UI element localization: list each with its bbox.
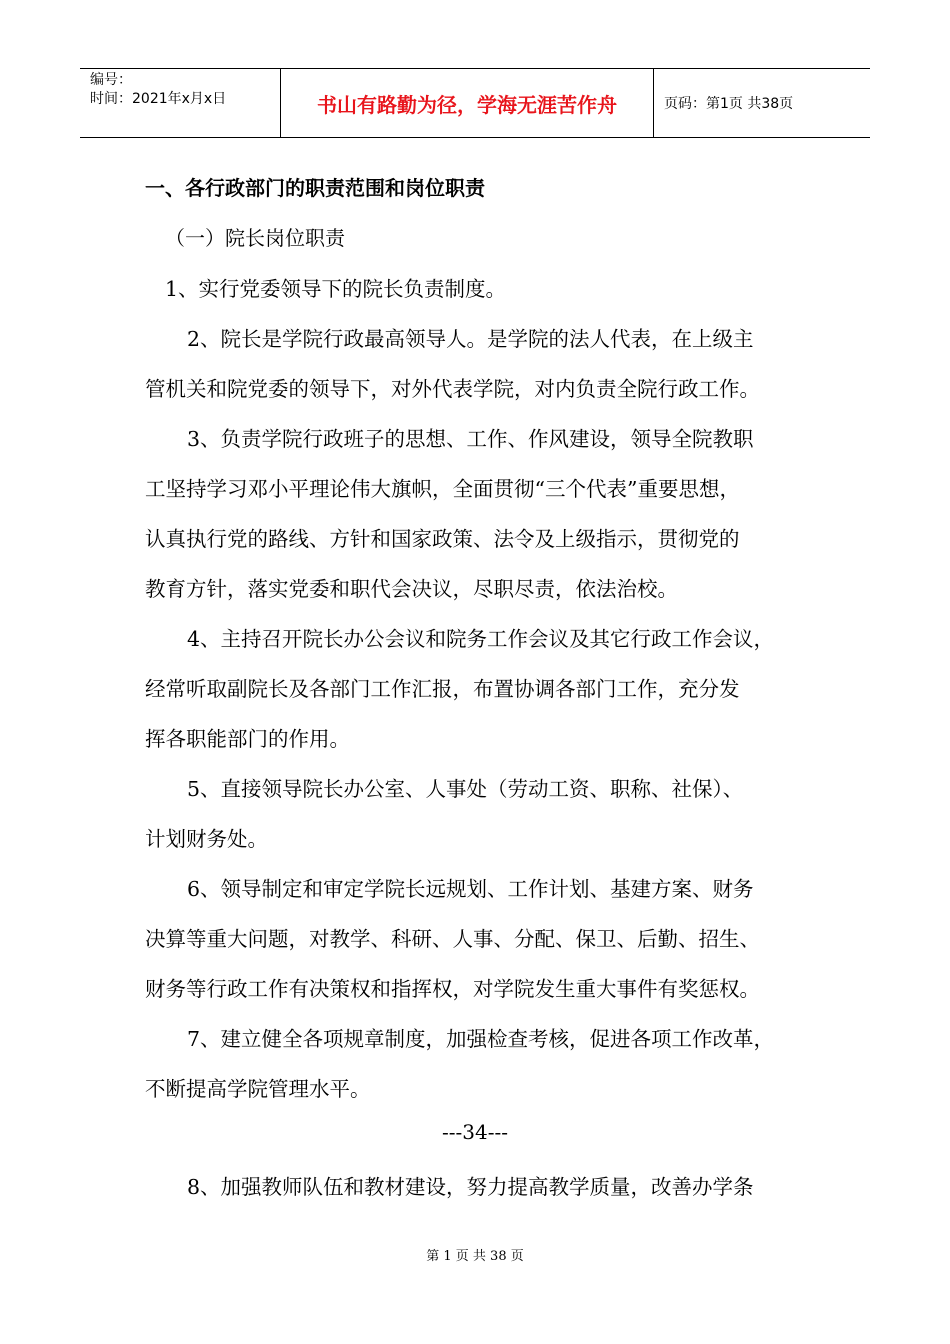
paragraph-line: 决算等重大问题，对教学、科研、人事、分配、保卫、后勤、招生、	[145, 927, 760, 951]
header-motto: 书山有路勤为径，学海无涯苦作舟	[281, 69, 654, 137]
paragraph-line: 7、建立健全各项规章制度，加强检查考核，促进各项工作改革，	[187, 1027, 775, 1051]
subsection-title: （一）院长岗位职责	[165, 226, 345, 250]
paragraph-line: 8、加强教师队伍和教材建设，努力提高教学质量，改善办学条	[187, 1175, 754, 1199]
number-label: 编号：	[90, 72, 132, 88]
document-header	[80, 68, 870, 138]
paragraph-line: 2、院长是学院行政最高领导人。是学院的法人代表，在上级主	[187, 327, 754, 351]
time-label: 时间：2021年x月x日	[90, 91, 227, 107]
paragraph-line: 工坚持学习邓小平理论伟大旗帜，全面贯彻“三个代表”重要思想，	[145, 477, 740, 501]
paragraph-line: 6、领导制定和审定学院长远规划、工作计划、基建方案、财务	[187, 877, 754, 901]
paragraph-line: 4、主持召开院长办公会议和院务工作会议及其它行政工作会议，	[187, 627, 775, 651]
paragraph-line: 管机关和院党委的领导下，对外代表学院，对内负责全院行政工作。	[145, 377, 760, 401]
inner-page-marker: ---34---	[442, 1120, 508, 1144]
paragraph-line: 教育方针，落实党委和职代会决议，尽职尽责，依法治校。	[145, 577, 678, 601]
paragraph-line: 3、负责学院行政班子的思想、工作、作风建设，领导全院教职	[187, 427, 754, 451]
header-page-info: 页码：第1页 共38页	[664, 96, 794, 112]
page-footer: 第 1 页 共 38 页	[426, 1249, 524, 1264]
paragraph-line: 经常听取副院长及各部门工作汇报，布置协调各部门工作，充分发	[145, 677, 740, 701]
paragraph-line: 财务等行政工作有决策权和指挥权，对学院发生重大事件有奖惩权。	[145, 977, 760, 1001]
paragraph-line: 5、直接领导院长办公室、人事处（劳动工资、职称、社保）、	[187, 777, 744, 801]
section-title: 一、各行政部门的职责范围和岗位职责	[145, 176, 485, 200]
paragraph-line: 计划财务处。	[145, 827, 268, 851]
paragraph-line: 认真执行党的路线、方针和国家政策、法令及上级指示，贯彻党的	[145, 527, 740, 551]
paragraph-line: 1、实行党委领导下的院长负责制度。	[165, 277, 507, 301]
header-meta	[80, 69, 281, 137]
paragraph-line: 不断提高学院管理水平。	[145, 1077, 371, 1101]
paragraph-line: 挥各职能部门的作用。	[145, 727, 350, 751]
